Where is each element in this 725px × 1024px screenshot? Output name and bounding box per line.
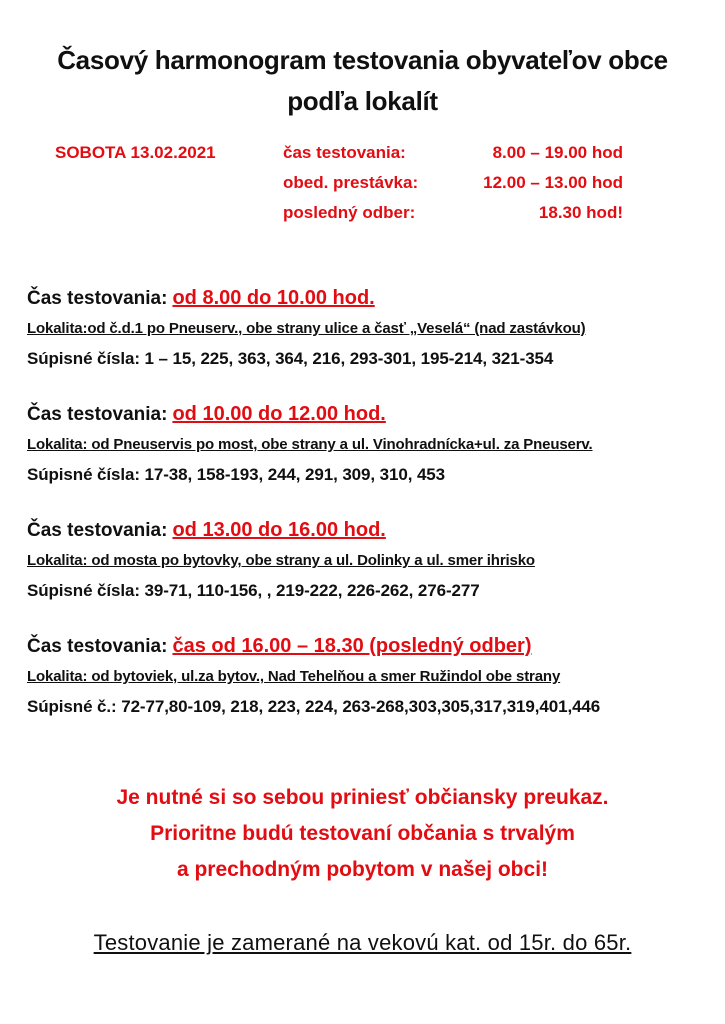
spacer bbox=[55, 198, 283, 228]
notice-line: Je nutné si so sebou priniesť občiansky preukaz. bbox=[116, 786, 609, 809]
schedule-row-value: 8.00 – 19.00 hod bbox=[492, 143, 623, 162]
testing-section-4 bbox=[27, 631, 725, 722]
section-time-label: Čas testovania: bbox=[27, 636, 168, 657]
section-time-value: čas od 16.00 – 18.30 (posledný odber) bbox=[172, 635, 532, 657]
section-time-line bbox=[27, 631, 725, 662]
schedule-row bbox=[0, 168, 725, 198]
section-time-label: Čas testovania: bbox=[27, 520, 168, 541]
schedule-row-value: 12.00 – 13.00 hod bbox=[483, 173, 623, 192]
notice-line: Prioritne budú testovaní občania s trvalým bbox=[150, 822, 575, 845]
section-time-value: od 13.00 do 16.00 hod. bbox=[172, 519, 386, 541]
section-time-label: Čas testovania: bbox=[27, 288, 168, 309]
section-time-line bbox=[27, 515, 725, 546]
document-title: Časový harmonogram testovania obyvateľov obce podľa lokalít bbox=[57, 45, 668, 116]
section-supisne-cisla: Súpisné čísla: 39-71, 110-156, , 219-222, 226-262, 276-277 bbox=[27, 581, 480, 600]
notice-line: a prechodným pobytom v našej obci! bbox=[176, 858, 549, 881]
section-lokalita: Lokalita: od bytoviek, ul.za bytov., Nad Tehelňou a smer Ružindol obe strany bbox=[27, 668, 561, 685]
section-time-label: Čas testovania: bbox=[27, 404, 168, 425]
section-time-value: od 8.00 do 10.00 hod. bbox=[172, 287, 375, 309]
section-list bbox=[0, 283, 725, 722]
schedule-row-label: obed. prestávka: bbox=[283, 173, 419, 192]
section-lokalita: Lokalita:od č.d.1 po Pneuserv., obe strany ulice a časť „Veselá“ (nad zastávkou) bbox=[27, 320, 586, 337]
id-card-notice bbox=[0, 780, 725, 888]
section-time-line bbox=[27, 283, 725, 314]
schedule-row bbox=[0, 138, 725, 168]
schedule-row-label: posledný odber: bbox=[283, 203, 416, 222]
testing-section-3 bbox=[27, 515, 725, 606]
schedule-row bbox=[0, 198, 725, 228]
section-lokalita: Lokalita: od mosta po bytovky, obe strany a ul. Dolinky a ul. smer ihrisko bbox=[27, 552, 535, 569]
schedule-date: SOBOTA 13.02.2021 bbox=[55, 143, 216, 162]
section-supisne-cisla: Súpisné čísla: 17-38, 158-193, 244, 291, 309, 310, 453 bbox=[27, 465, 446, 484]
section-lokalita: Lokalita: od Pneuservis po most, obe strany a ul. Vinohradnícka+ul. za Pneuserv. bbox=[27, 436, 593, 453]
section-time-line bbox=[27, 399, 725, 430]
testing-section-1 bbox=[27, 283, 725, 374]
age-category-note: Testovanie je zamerané na vekovú kat. od 15r. do 65r. bbox=[93, 930, 632, 955]
schedule-row-label: čas testovania: bbox=[283, 143, 406, 162]
spacer bbox=[55, 168, 283, 198]
section-time-value: od 10.00 do 12.00 hod. bbox=[172, 403, 386, 425]
section-supisne-cisla: Súpisné čísla: 1 – 15, 225, 363, 364, 216, 293-301, 195-214, 321-354 bbox=[27, 349, 554, 368]
section-supisne-cisla: Súpisné č.: 72-77,80-109, 218, 223, 224, 263-268,303,305,317,319,401,446 bbox=[27, 697, 601, 716]
schedule-row-value: 18.30 hod! bbox=[538, 203, 623, 222]
testing-section-2 bbox=[27, 399, 725, 490]
schedule-header bbox=[0, 138, 725, 228]
